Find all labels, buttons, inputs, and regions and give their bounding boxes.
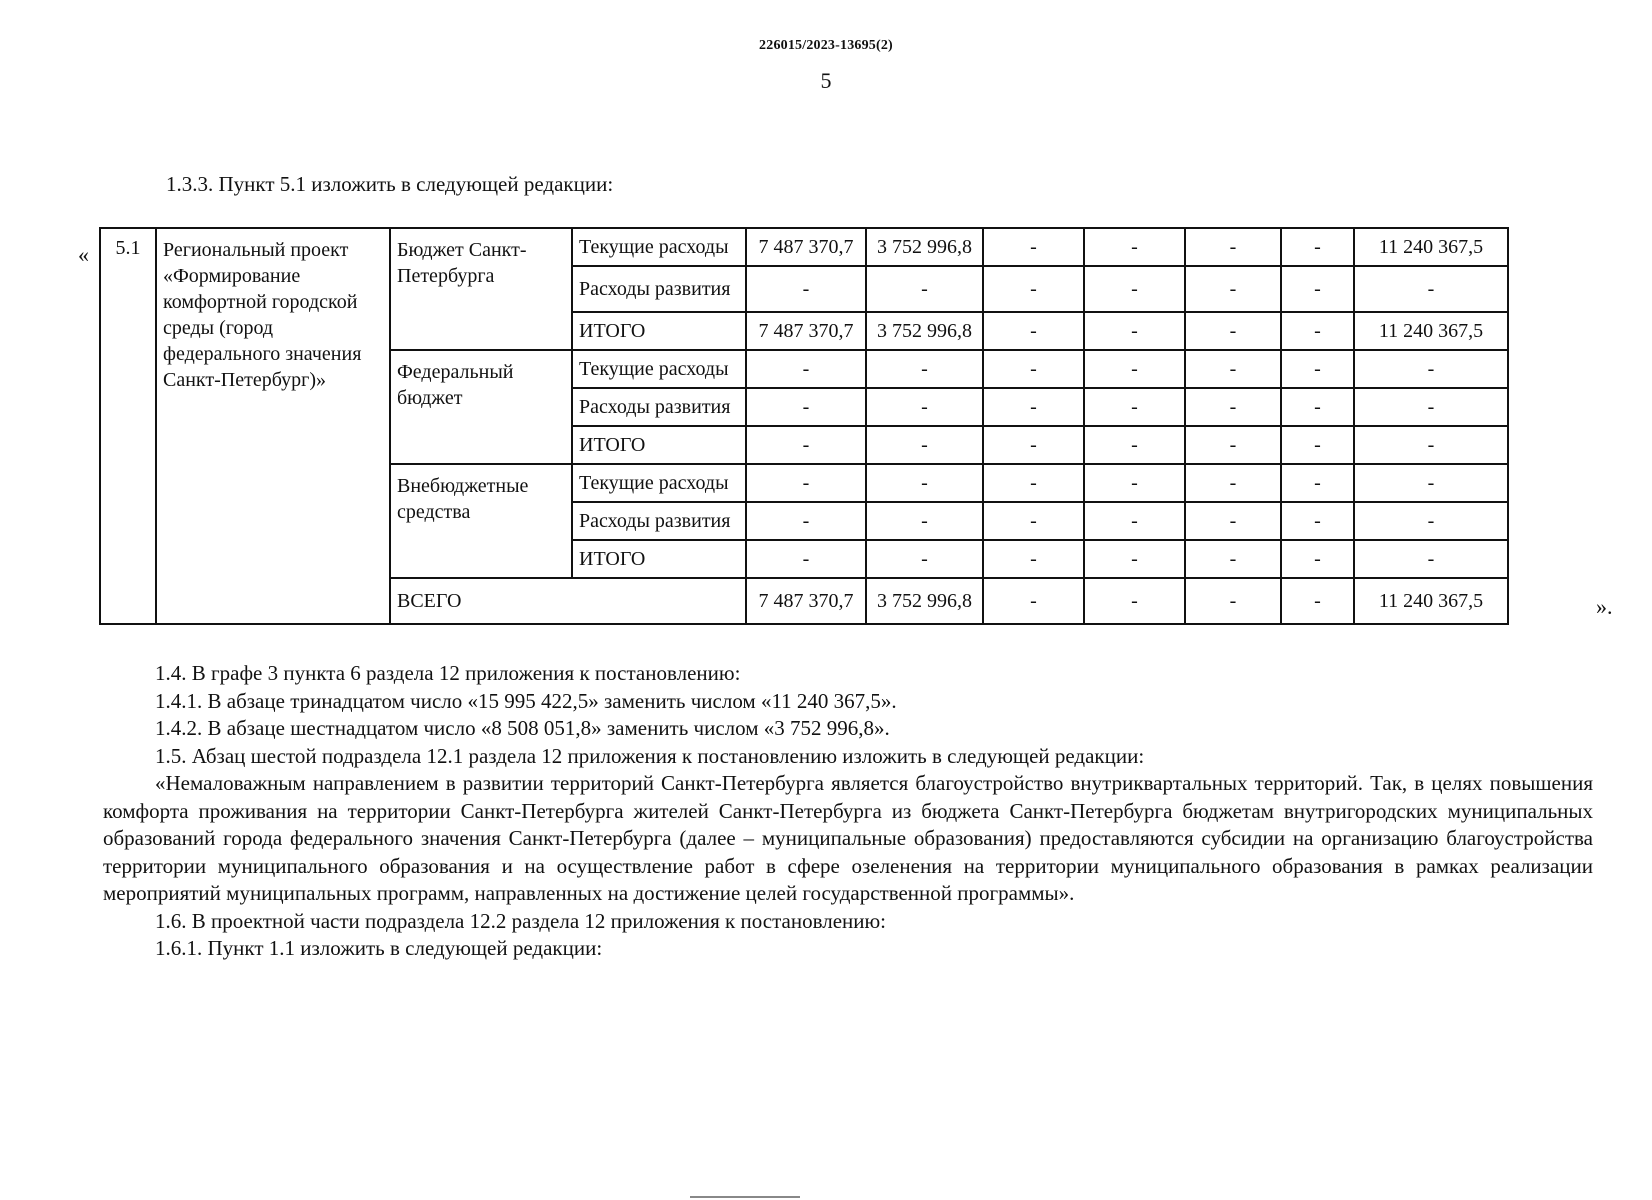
value-cell: 3 752 996,8 xyxy=(866,312,983,350)
paragraph-1-6: 1.6. В проектной части подраздела 12.2 раздела 12 приложения к постановлению: xyxy=(155,908,887,933)
body-text xyxy=(103,660,1593,963)
value-cell: - xyxy=(1185,426,1281,464)
value-cell: - xyxy=(866,426,983,464)
value-cell: - xyxy=(866,464,983,502)
expense-type-cell: ИТОГО xyxy=(572,312,746,350)
value-cell: - xyxy=(1281,502,1354,540)
value-cell: - xyxy=(866,350,983,388)
item-number-cell: 5.1 xyxy=(100,228,156,624)
value-cell: - xyxy=(866,540,983,578)
value-cell: - xyxy=(1084,464,1185,502)
value-cell: - xyxy=(1281,350,1354,388)
doc-number: 226015/2023-13695(2) xyxy=(759,38,893,53)
quote-open-mark: « xyxy=(78,242,89,267)
expense-type-cell: Текущие расходы xyxy=(572,228,746,266)
value-cell: - xyxy=(746,350,866,388)
expense-type-cell: Расходы развития xyxy=(572,266,746,312)
value-cell: - xyxy=(1185,540,1281,578)
value-cell: - xyxy=(1185,464,1281,502)
paragraph-quote: «Немаловажным направлением в развитии территорий Санкт-Петербурга является благоустройство внутриквартальных территорий. Так, в целях повышения комфорта проживания на территории Санкт-Петербурга жителей Санкт-Петербурга из бюджета Санкт-Петербурга бюджетам внутригородских муниципальных образований города федерального значения Санкт-Петербурга (далее – муниципальные образования) предоставляются субсидии на организацию благоустройства территории муниципального образования и на осуществление работ в сфере озеленения на территории муниципального образования в рамках реализации мероприятий муниципальных программ, направленных на достижение целей государственной программы». xyxy=(103,771,1593,905)
value-cell: - xyxy=(1354,502,1508,540)
value-cell: - xyxy=(1281,426,1354,464)
value-cell: - xyxy=(1281,228,1354,266)
value-cell: - xyxy=(1185,388,1281,426)
value-cell: - xyxy=(1185,312,1281,350)
value-cell: 3 752 996,8 xyxy=(866,228,983,266)
expense-type-cell: Расходы развития xyxy=(572,502,746,540)
value-cell: - xyxy=(983,540,1084,578)
value-cell: - xyxy=(1084,426,1185,464)
value-cell: - xyxy=(1281,464,1354,502)
value-cell: - xyxy=(1281,312,1354,350)
value-cell: - xyxy=(1084,350,1185,388)
value-cell: - xyxy=(1354,464,1508,502)
value-cell: - xyxy=(746,388,866,426)
footer-mark xyxy=(690,1196,800,1198)
value-cell: - xyxy=(1354,350,1508,388)
paragraph-1-6-1: 1.6.1. Пункт 1.1 изложить в следующей редакции: xyxy=(155,936,603,960)
value-cell: - xyxy=(1084,312,1185,350)
project-name-cell: Региональный проект «Формирование комфортной городской среды (город федерального значения Санкт-Петербург)» xyxy=(156,228,390,624)
table-row xyxy=(100,228,1508,266)
total-value-cell: 7 487 370,7 xyxy=(746,578,866,624)
section-intro: 1.3.3. Пункт 5.1 изложить в следующей редакции: xyxy=(166,172,614,196)
expense-type-cell: Расходы развития xyxy=(572,388,746,426)
expense-type-cell: ИТОГО xyxy=(572,426,746,464)
value-cell: - xyxy=(983,426,1084,464)
total-value-cell: 11 240 367,5 xyxy=(1354,578,1508,624)
value-cell: - xyxy=(983,266,1084,312)
page-number: 5 xyxy=(820,68,832,93)
value-cell: - xyxy=(1084,540,1185,578)
total-label-cell: ВСЕГО xyxy=(390,578,746,624)
value-cell: - xyxy=(1354,266,1508,312)
value-cell: - xyxy=(1354,426,1508,464)
value-cell: - xyxy=(1185,228,1281,266)
value-cell: - xyxy=(983,228,1084,266)
funding-source-cell: Бюджет Санкт-Петербурга xyxy=(390,228,572,350)
value-cell: - xyxy=(1354,388,1508,426)
value-cell: 11 240 367,5 xyxy=(1354,312,1508,350)
value-cell: - xyxy=(1281,388,1354,426)
paragraph-1-5: 1.5. Абзац шестой подраздела 12.1 раздела 12 приложения к постановлению изложить в следующей редакции: xyxy=(155,743,1145,768)
funding-source-cell: Внебюджетные средства xyxy=(390,464,572,578)
value-cell: - xyxy=(1281,540,1354,578)
value-cell: - xyxy=(1084,228,1185,266)
value-cell: 11 240 367,5 xyxy=(1354,228,1508,266)
value-cell: - xyxy=(746,266,866,312)
value-cell: - xyxy=(746,464,866,502)
value-cell: - xyxy=(746,540,866,578)
value-cell: - xyxy=(1084,388,1185,426)
value-cell: - xyxy=(983,502,1084,540)
quote-close-mark: ». xyxy=(1596,594,1613,619)
expense-type-cell: Текущие расходы xyxy=(572,464,746,502)
funding-source-cell: Федеральный бюджет xyxy=(390,350,572,464)
value-cell: 7 487 370,7 xyxy=(746,228,866,266)
total-value-cell: - xyxy=(983,578,1084,624)
funding-table-body xyxy=(100,228,1508,624)
funding-table xyxy=(99,227,1509,625)
paragraph-1-4-1: 1.4.1. В абзаце тринадцатом число «15 995 422,5» заменить числом «11 240 367,5». xyxy=(155,688,897,713)
value-cell: 7 487 370,7 xyxy=(746,312,866,350)
value-cell: - xyxy=(1185,266,1281,312)
total-value-cell: - xyxy=(1185,578,1281,624)
value-cell: - xyxy=(1084,502,1185,540)
total-value-cell: - xyxy=(1084,578,1185,624)
expense-type-cell: ИТОГО xyxy=(572,540,746,578)
total-value-cell: - xyxy=(1281,578,1354,624)
value-cell: - xyxy=(983,388,1084,426)
value-cell: - xyxy=(1185,502,1281,540)
value-cell: - xyxy=(983,464,1084,502)
value-cell: - xyxy=(866,266,983,312)
value-cell: - xyxy=(1354,540,1508,578)
total-value-cell: 3 752 996,8 xyxy=(866,578,983,624)
value-cell: - xyxy=(1185,350,1281,388)
value-cell: - xyxy=(866,502,983,540)
value-cell: - xyxy=(983,312,1084,350)
value-cell: - xyxy=(746,502,866,540)
expense-type-cell: Текущие расходы xyxy=(572,350,746,388)
paragraph-1-4: 1.4. В графе 3 пункта 6 раздела 12 приложения к постановлению: xyxy=(155,661,741,685)
value-cell: - xyxy=(983,350,1084,388)
paragraph-1-4-2: 1.4.2. В абзаце шестнадцатом число «8 508 051,8» заменить числом «3 752 996,8». xyxy=(155,716,890,740)
value-cell: - xyxy=(1281,266,1354,312)
value-cell: - xyxy=(746,426,866,464)
value-cell: - xyxy=(1084,266,1185,312)
value-cell: - xyxy=(866,388,983,426)
